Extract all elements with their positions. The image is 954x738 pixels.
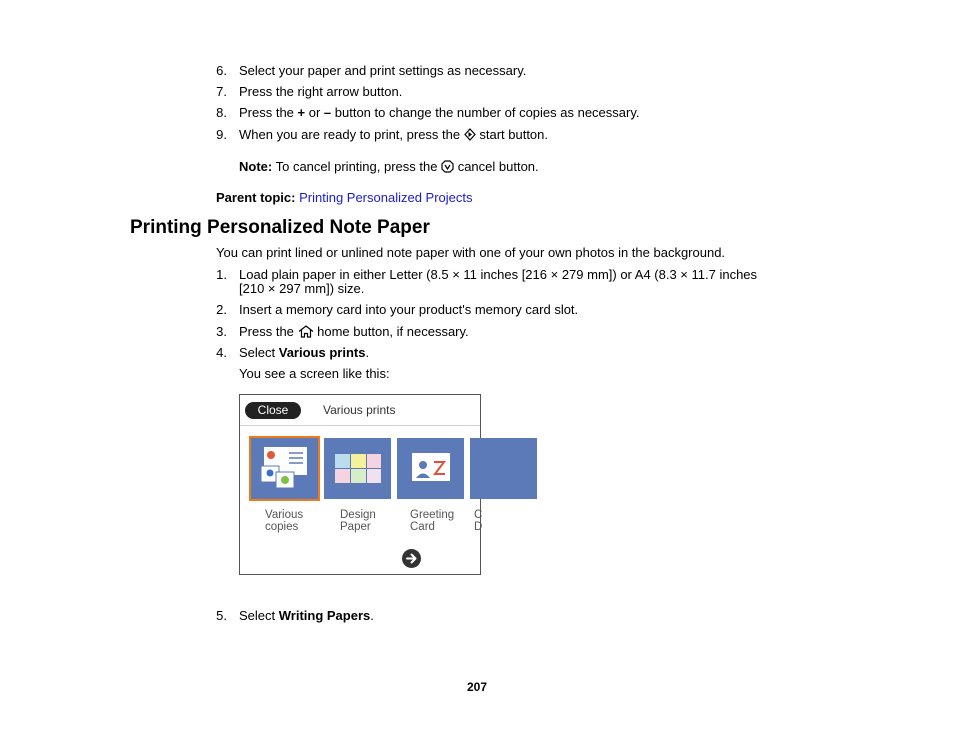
parent-topic: Parent topic: Printing Personalized Projects [216,190,473,205]
step-text: Press the right arrow button. [239,84,403,99]
greeting-card-icon [397,438,464,499]
parent-topic-link[interactable]: Printing Personalized Projects [299,190,473,205]
design-paper-icon [324,438,391,499]
step-number: 6. [216,63,227,78]
step-text: Select your paper and print settings as necessary. [239,63,527,78]
step-text: Press the + or – button to change the number of copies as necessary. [239,105,640,120]
section-heading: Printing Personalized Note Paper [130,217,430,238]
screen-title: Various prints [323,403,396,417]
tile-label: C D [474,509,483,533]
step-number: 9. [216,127,227,142]
intro-text: You can print lined or unlined note paper with one of your own photos in the background. [216,245,726,260]
various-copies-icon [251,438,318,499]
tile-partial[interactable] [470,438,537,499]
step-number: 7. [216,84,227,99]
page-number: 207 [467,680,488,694]
screen-intro: You see a screen like this: [239,366,390,381]
next-arrow-button[interactable] [402,549,421,568]
note: Note: To cancel printing, press the cancel button. [239,159,539,174]
cancel-icon [441,160,454,173]
tile-label: Greeting Card [410,509,455,533]
printer-screen [239,394,481,575]
start-icon [464,128,476,141]
close-button[interactable]: Close [245,402,301,419]
step-text: Select Various prints. [239,345,370,360]
step-number: 5. [216,608,227,623]
step-number: 4. [216,345,227,360]
step-text: Select Writing Papers. [239,608,374,623]
step-number: 3. [216,324,227,339]
step-text: When you are ready to print, press the start button. [239,127,548,142]
tile-label: Design Paper [340,509,376,533]
step-number: 2. [216,302,227,317]
screen-topbar [240,395,480,426]
step-text: Insert a memory card into your product's memory card slot. [239,302,579,317]
tile-design-paper[interactable] [324,438,391,499]
arrow-right-icon [402,549,421,568]
home-icon [298,325,314,338]
step-number: 1. [216,267,227,282]
step-number: 8. [216,105,227,120]
tile-greeting-card[interactable] [397,438,464,499]
step-text: Press the home button, if necessary. [239,324,469,339]
tile-label: Various copies [265,509,304,533]
step-text: Load plain paper in either Letter (8.5 × 11 inches [216 × 279 mm]) or A4 (8.3 × 11.7 inches [239,267,758,282]
step-text-continued: [210 × 297 mm]) size. [239,281,365,296]
tile-various-copies[interactable] [251,438,318,499]
